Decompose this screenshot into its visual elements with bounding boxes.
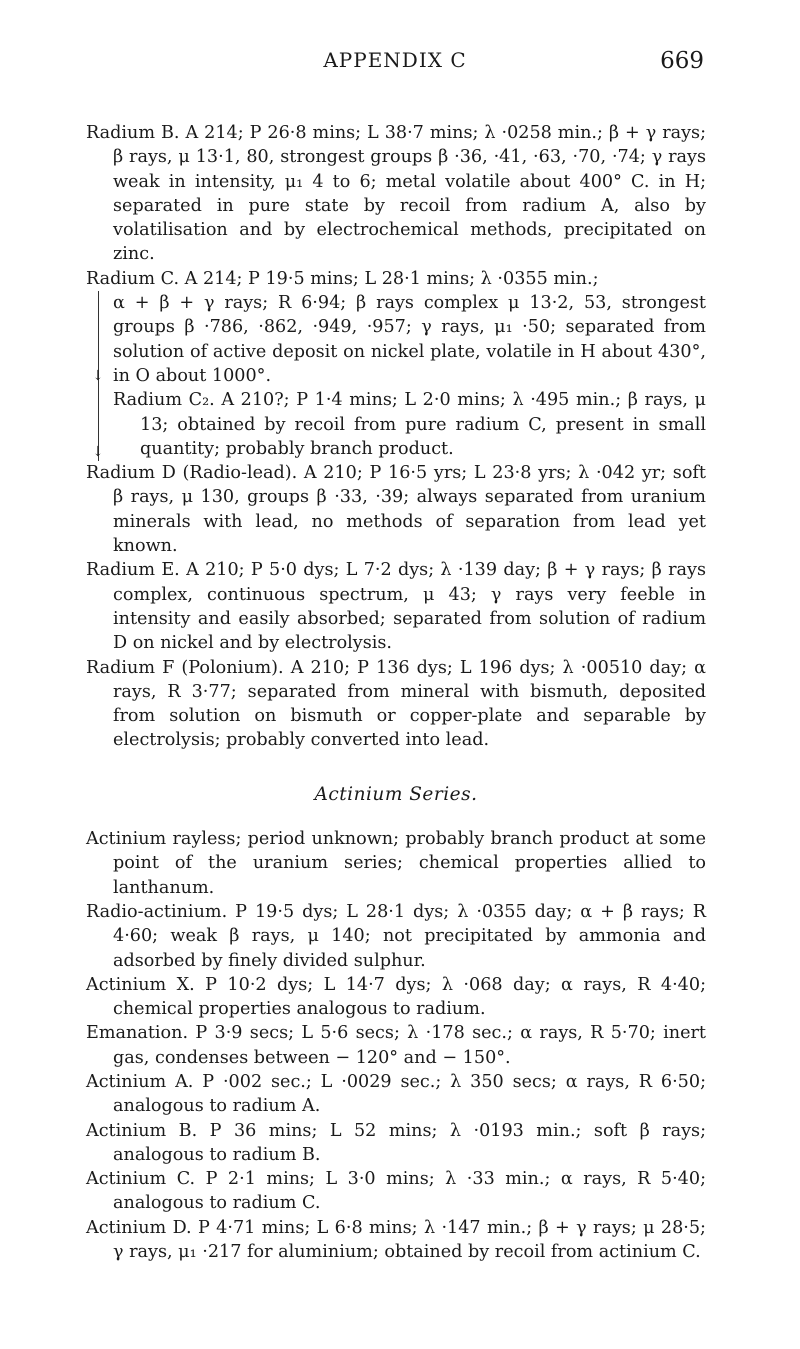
entry-actinium-d: Actinium D. P 4·71 mins; L 6·8 mins; λ ·147 min.; β + γ rays; μ 28·5; γ rays, μ₁ ·217 for aluminium; obtained by recoil from actinium C. (86, 1217, 706, 1263)
entry-actinium-a: Actinium A. P ·002 sec.; L ·0029 sec.; λ 350 secs; α rays, R 6·50; analogous to radium A. (86, 1071, 706, 1117)
entry-radium-e: Radium E. A 210; P 5·0 dys; L 7·2 dys; λ ·139 day; β + γ rays; β rays complex, continuous spectrum, μ 43; γ rays very feeble in intensity and easily absorbed; separated from solution of radium D on nickel and by electrolysis. (86, 560, 706, 654)
entry-actinium-c: Actinium C. P 2·1 mins; L 3·0 mins; λ ·33 min.; α rays, R 5·40; analogous to radium C. (86, 1169, 706, 1214)
bracket-group (92, 291, 706, 461)
entry-radium-f: Radium F (Polonium). A 210; P 136 dys; L 196 dys; λ ·00510 day; α rays, R 3·77; separated from mineral with bismuth, deposited from solution on bismuth or copper-plate and separable by electrolysis; probably converted into lead. (86, 657, 706, 751)
down-arrow-icon: ↓ (92, 368, 104, 385)
entry-radium-d: Radium D (Radio-lead). A 210; P 16·5 yrs; L 23·8 yrs; λ ·042 yr; soft β rays, μ 130, groups β ·33, ·39; always separated from uranium minerals with lead, no methods of separation from lead yet known. (86, 463, 706, 557)
entry-actinium: Actinium rayless; period unknown; probably branch product at some point of the uranium series; chemical properties allied to lanthanum. (86, 829, 706, 898)
entry-actinium-b: Actinium B. P 36 mins; L 52 mins; λ ·0193 min.; soft β rays; analogous to radium B. (86, 1120, 706, 1165)
running-header (86, 48, 704, 78)
entry-emanation: Emanation. P 3·9 secs; L 5·6 secs; λ ·178 sec.; α rays, R 5·70; inert gas, condenses between − 120° and − 150°. (86, 1023, 706, 1068)
section-title: Actinium Series. (314, 783, 478, 805)
body-text (86, 121, 706, 1264)
entry-actinium-x: Actinium X. P 10·2 dys; L 14·7 dys; λ ·068 day; α rays, R 4·40; chemical properties analogous to radium. (86, 974, 706, 1020)
running-title: APPENDIX C (323, 48, 467, 72)
page-number: 669 (660, 48, 704, 74)
entry-radium-c-body: α + β + γ rays; R 6·94; β rays complex μ 13·2, 53, strongest groups β ·786, ·862, ·949, ·957; γ rays, μ₁ ·50; separated from solution of active deposit on nickel plate, volatile in H about 430°, in O about 1000°. (113, 293, 706, 386)
down-arrow-icon: ↓ (92, 444, 104, 461)
entry-radio-actinium: Radio-actinium. P 19·5 dys; L 28·1 dys; λ ·0355 day; α + β rays; R 4·60; weak β rays, μ 140; not precipitated by ammonia and adsorbed by finely divided sulphur. (86, 901, 706, 971)
entry-radium-b: Radium B. A 214; P 26·8 mins; L 38·7 mins; λ ·0258 min.; β + γ rays; β rays, μ 13·1, 80, strongest groups β ·36, ·41, ·63, ·70, ·74; γ rays weak in intensity, μ₁ 4 to 6; metal volatile about 400° C. in H; separated in pure state by recoil from radium A, also by volatilisation and by electrochemical methods, precipitated on zinc. (86, 123, 706, 265)
entry-radium-c-heading: Radium C. A 214; P 19·5 mins; L 28·1 mins; λ ·0355 min.; (86, 268, 599, 289)
entry-radium-c2: Radium C₂. A 210?; P 1·4 mins; L 2·0 mins; λ ·495 min.; β rays, μ 13; obtained by recoil from pure radium C, present in small quantity; probably branch product. (113, 390, 706, 459)
